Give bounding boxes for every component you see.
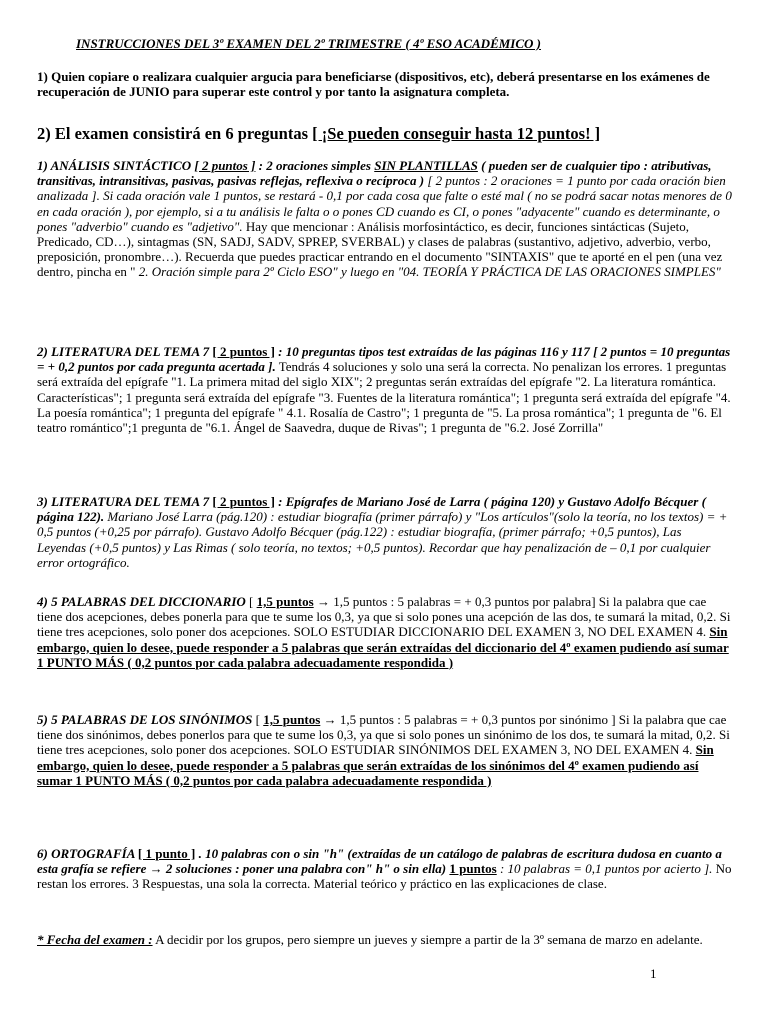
section-6-heading: 6) ORTOGRAFÍA xyxy=(37,846,138,861)
section-1-body: Hay que mencionar : Análisis morfosintáctico, es decir, funciones sintácticas (Sujeto, Predicado, CD…), sintagmas (SN, SADJ, SADV, SPREP, SVERBAL) y clases de palabras (sustantivo, adjetivo, adverbio, verbo, preposición, pronombre…). Recuerda que puedes practicar entrando en el documento "SINTAXIS" que te aporté en el pen (una vez dentro, pincha en " xyxy=(37,218,723,280)
exam-summary xyxy=(37,124,733,143)
exam-date-text: A decidir por los grupos, pero siempre un jueves y siempre a partir de la 3º semana de marzo en adelante. xyxy=(152,932,703,947)
section-6-points-2: 1 puntos xyxy=(449,861,497,877)
section-2-heading: 2) LITERATURA DEL TEMA 7 xyxy=(37,344,213,359)
document-title: INSTRUCCIONES DEL 3º EXAMEN DEL 2º TRIMESTRE ( 4º ESO ACADÉMICO ) xyxy=(76,36,541,51)
section-6-scoring: : 10 palabras = 0,1 puntos por acierto ]. xyxy=(496,861,713,877)
section-4-bracket: [ xyxy=(245,594,257,609)
section-6-points: [ 1 punto ] xyxy=(137,846,196,861)
exam-summary-points: [ ¡Se pueden conseguir hasta 12 puntos! ] xyxy=(312,124,601,143)
section-6-body: No restan los errores. 3 Respuestas, una sola la correcta. Material teórico y práctico en las explicaciones de clase. xyxy=(37,861,732,892)
section-3-body: Mariano José Larra (pág.120) : estudiar biografía (primer párrafo) y "Los artículos"(solo la teoría, no los textos) = + 0,5 puntos (+0,25 por párrafo). Gustavo Adolfo Bécquer (pág.122) : estudiar biografía, (primer párrafo; +0,5 puntos), Las Leyendas (+0,5 puntos) y Las Rimas ( solo teoría, no textos; +0,5 puntos). Recordar que hay penalización de – 0,1 por cualquier error ortográfico. xyxy=(37,509,728,570)
section-analisis-sintactico xyxy=(37,158,733,280)
section-5-bonus: Sin embargo, quien lo desee, puede responder a 5 palabras que serán extraídas de los sinónimos del 4º examen pudiendo así sumar 1 PUNTO MÁS ( 0,2 puntos por cada palabra adecuadamente respondida ) xyxy=(37,742,714,788)
section-diccionario xyxy=(37,594,733,670)
section-1-sin-plantillas: SIN PLANTILLAS xyxy=(374,158,478,173)
section-5-points: 1,5 puntos xyxy=(263,712,321,727)
section-3-heading: 3) LITERATURA DEL TEMA 7 xyxy=(37,494,213,509)
section-2-body: Tendrás 4 soluciones y solo una será la correcta. No penalizan los errores. 1 preguntas será extraída del epígrafe "1. La primera mitad del siglo XIX"; 2 preguntas serán extraídas del epígrafe "2. La literatura romántica. Características"; 1 pregunta será extraída del epígrafe "3. Fuentes de la literatura romántica"; 1 pregunta será extraída del epígrafe "4. La poesía romántica"; 1 pregunta del epígrafe " 4.1. Rosalía de Castro"; 1 pregunta de "5. La prosa romántica"; 1 pregunta de "6. El teatro romántico";1 pregunta de "6.1. Ángel de Saavedra, duque de Rivas"; 1 pregunta de "6.2. José Zorrilla" xyxy=(37,359,731,436)
section-1-reference: 2. Oración simple para 2º Ciclo ESO" y luego en "04. TEORÍA Y PRÁCTICA DE LAS ORACIONES SIMPLES" xyxy=(135,264,721,280)
section-4-points: 1,5 puntos xyxy=(256,594,314,609)
section-5-heading: 5) 5 PALABRAS DE LOS SINÓNIMOS xyxy=(37,712,253,727)
rule-copying: 1) Quien copiare o realizara cualquier argucia para beneficiarse (dispositivos, etc), deberá presentarse en los exámenes de recuperación de JUNIO para superar este control y por tanto la asignatura completa. xyxy=(37,69,710,100)
section-larra-becquer xyxy=(37,494,733,570)
section-ortografia xyxy=(37,846,733,892)
section-5-bracket: [ xyxy=(252,712,264,727)
section-5-body: → 1,5 puntos : 5 palabras = + 0,3 puntos por sinónimo ] Si la palabra que cae tiene dos sinónimos, debes ponerlos para que te sume los 0,3, ya que si solo pones un sinónimo de los dos, te sumará la mitad, 0,2. Si tiene tres acepciones, solo poner dos acepciones. SOLO ESTUDIAR SINÓNIMOS DEL EXAMEN 3, NO DEL EXAMEN 4. xyxy=(37,712,730,758)
section-3-points: [ 2 puntos ] xyxy=(212,494,275,509)
section-6-heading-b: . 10 palabras con o sin "h" (extraídas de un catálogo de palabras de escritura dudosa en cuanto a esta grafía se refiere → 2 soluciones : poner una palabra con" h" o sin ella) xyxy=(37,846,722,877)
section-2-points: [ 2 puntos ] xyxy=(212,344,275,359)
section-sinonimos xyxy=(37,712,733,788)
section-literatura-tema7 xyxy=(37,344,733,435)
section-3-heading-b: : Epígrafes de Mariano José de Larra ( página 120) y Gustavo Adolfo Bécquer ( página 122). xyxy=(37,494,706,525)
section-4-heading: 4) 5 PALABRAS DEL DICCIONARIO xyxy=(37,594,246,609)
section-1-points: [ 2 puntos ] xyxy=(194,158,256,173)
exam-date-label: * Fecha del examen : xyxy=(37,932,153,947)
section-1-heading-c: ( pueden ser de cualquier tipo : atributivas, transitivas, intransitivas, pasivas, pasivas reflejas, reflexiva o recíproca ) xyxy=(37,158,712,189)
section-4-bonus: Sin embargo, quien lo desee, puede responder a 5 palabras que serán extraídas del diccionario del 4º examen pudiendo así sumar 1 PUNTO MÁS ( 0,2 puntos por cada palabra adecuadamente respondida ) xyxy=(37,624,729,670)
page-number: 1 xyxy=(650,966,657,981)
exam-summary-lead: 2) El examen consistirá en 6 preguntas xyxy=(37,124,313,143)
section-1-scoring: [ 2 puntos : 2 oraciones = 1 punto por cada oración bien analizada ]. Si cada oración vale 1 puntos, se restará - 0,1 por cada cosa que falte o esté mal ( no se podrá sacar notas menores de 0 en cada oración ), por ejemplo, si a tu análisis le falta o o pones CD cuando es CI, o pones "adyacente" cuando es determinante, o pones "adverbio" cuando es "adjetivo". xyxy=(37,173,732,234)
section-2-scoring: [ 2 puntos = 10 preguntas = + 0,2 puntos por cada pregunta acertada ]. xyxy=(37,344,731,375)
section-1-heading-b: : 2 oraciones simples xyxy=(255,158,375,173)
exam-date-note xyxy=(37,932,733,947)
section-4-body: → 1,5 puntos : 5 palabras = + 0,3 puntos por palabra] Si la palabra que cae tiene dos acepciones, debes ponerla para que te sume los 0,3, ya que si solo pones una acepción de las dos, te sumará la mitad, 0,2. Si tiene tres acepciones, solo poner dos acepciones. SOLO ESTUDIAR DICCIONARIO DEL EXAMEN 3, NO DEL EXAMEN 4. xyxy=(37,594,731,640)
section-1-heading: 1) ANÁLISIS SINTÁCTICO xyxy=(37,158,195,173)
section-2-heading-b: : 10 preguntas tipos test extraídas de las páginas 116 y 117 xyxy=(274,344,590,359)
